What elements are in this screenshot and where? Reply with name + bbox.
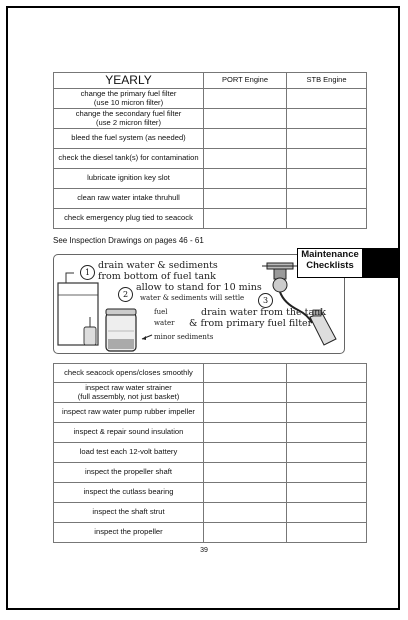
- step-1-line-2: from bottom of fuel tank: [98, 271, 216, 282]
- task-cell: check the diesel tank(s) for contamination: [54, 149, 204, 169]
- task-text: change the secondary fuel filter: [75, 108, 182, 118]
- stb-check-cell[interactable]: [287, 364, 367, 383]
- task-text: change the primary fuel filter: [80, 88, 177, 98]
- step-3-line-2: & from primary fuel filter: [189, 318, 313, 329]
- port-check-cell[interactable]: [204, 523, 287, 543]
- stb-check-cell[interactable]: [287, 209, 367, 229]
- task-cell: [54, 109, 204, 129]
- stb-check-cell[interactable]: [287, 109, 367, 129]
- table-row: [54, 443, 367, 463]
- stb-check-cell[interactable]: [287, 443, 367, 463]
- port-engine-header: PORT Engine: [204, 73, 287, 89]
- step-3-line-1: drain water from the tank: [201, 307, 326, 318]
- task-note: (use 10 micron filter): [93, 97, 164, 107]
- stb-engine-header: STB Engine: [287, 73, 367, 89]
- stb-check-cell[interactable]: [287, 503, 367, 523]
- task-text: inspect raw water strainer: [85, 382, 172, 392]
- stb-check-cell[interactable]: [287, 523, 367, 543]
- port-check-cell[interactable]: [204, 443, 287, 463]
- task-cell: inspect the propeller shaft: [54, 463, 204, 483]
- port-check-cell[interactable]: [204, 423, 287, 443]
- port-check-cell[interactable]: [204, 129, 287, 149]
- stb-check-cell[interactable]: [287, 189, 367, 209]
- port-check-cell[interactable]: [204, 483, 287, 503]
- stb-check-cell[interactable]: [287, 89, 367, 109]
- step-1-number: 1: [80, 265, 95, 280]
- port-check-cell[interactable]: [204, 149, 287, 169]
- table-row: [54, 129, 367, 149]
- stb-check-cell[interactable]: [287, 423, 367, 443]
- step-1-line-1: drain water & sediments: [98, 260, 218, 271]
- stb-check-cell[interactable]: [287, 483, 367, 503]
- table-row: [54, 463, 367, 483]
- task-note: (full assembly, not just basket): [77, 391, 180, 401]
- step-2-number: 2: [118, 287, 133, 302]
- task-cell: inspect the cutlass bearing: [54, 483, 204, 503]
- table-row: [54, 483, 367, 503]
- port-check-cell[interactable]: [204, 89, 287, 109]
- tab-black-edge: [363, 248, 400, 278]
- page-number: 39: [200, 547, 208, 554]
- stb-check-cell[interactable]: [287, 129, 367, 149]
- port-check-cell[interactable]: [204, 503, 287, 523]
- step-2-line-1: allow to stand for 10 mins: [136, 282, 262, 293]
- stb-check-cell[interactable]: [287, 403, 367, 423]
- task-cell: inspect & repair sound insulation: [54, 423, 204, 443]
- step-3-number: 3: [258, 293, 273, 308]
- yearly-title: YEARLY: [54, 73, 204, 89]
- label-water: water: [154, 319, 175, 327]
- port-check-cell[interactable]: [204, 463, 287, 483]
- step-2-line-2: water & sediments will settle: [140, 294, 245, 302]
- task-cell: inspect the propeller: [54, 523, 204, 543]
- task-cell: lubricate ignition key slot: [54, 169, 204, 189]
- table-row: [54, 403, 367, 423]
- stb-check-cell[interactable]: [287, 169, 367, 189]
- task-cell: inspect the shaft strut: [54, 503, 204, 523]
- stb-check-cell[interactable]: [287, 149, 367, 169]
- stb-check-cell[interactable]: [287, 383, 367, 403]
- port-check-cell[interactable]: [204, 403, 287, 423]
- table-row: [54, 503, 367, 523]
- task-cell: check emergency plug tied to seacock: [54, 209, 204, 229]
- label-fuel: fuel: [154, 308, 168, 316]
- task-cell: bleed the fuel system (as needed): [54, 129, 204, 149]
- stb-check-cell[interactable]: [287, 463, 367, 483]
- inspection-drawings-reference: See Inspection Drawings on pages 46 - 61: [53, 236, 204, 245]
- task-cell: [54, 383, 204, 403]
- port-check-cell[interactable]: [204, 364, 287, 383]
- task-cell: load test each 12-volt battery: [54, 443, 204, 463]
- task-cell: inspect raw water pump rubber impeller: [54, 403, 204, 423]
- table-row: [54, 189, 367, 209]
- table-row: [54, 364, 367, 383]
- task-note: (use 2 micron filter): [96, 117, 161, 127]
- table-row: [54, 89, 367, 109]
- table-row: [54, 149, 367, 169]
- table-row: [54, 109, 367, 129]
- maintenance-checklists-tab: [297, 248, 363, 278]
- table-header-row: [54, 73, 367, 89]
- inspection-checklist-table: [53, 363, 367, 543]
- port-check-cell[interactable]: [204, 209, 287, 229]
- table-row: [54, 209, 367, 229]
- port-check-cell[interactable]: [204, 169, 287, 189]
- tab-line-1: Maintenance: [301, 249, 359, 260]
- table-row: [54, 523, 367, 543]
- table-row: [54, 383, 367, 403]
- task-cell: check seacock opens/closes smoothly: [54, 364, 204, 383]
- tab-line-2: Checklists: [306, 259, 354, 271]
- table-row: [54, 423, 367, 443]
- task-cell: [54, 89, 204, 109]
- table-row: [54, 169, 367, 189]
- port-check-cell[interactable]: [204, 383, 287, 403]
- port-check-cell[interactable]: [204, 109, 287, 129]
- yearly-checklist-table: [53, 72, 367, 229]
- label-minor-sediments: minor sediments: [154, 333, 214, 341]
- port-check-cell[interactable]: [204, 189, 287, 209]
- task-cell: clean raw water intake thruhull: [54, 189, 204, 209]
